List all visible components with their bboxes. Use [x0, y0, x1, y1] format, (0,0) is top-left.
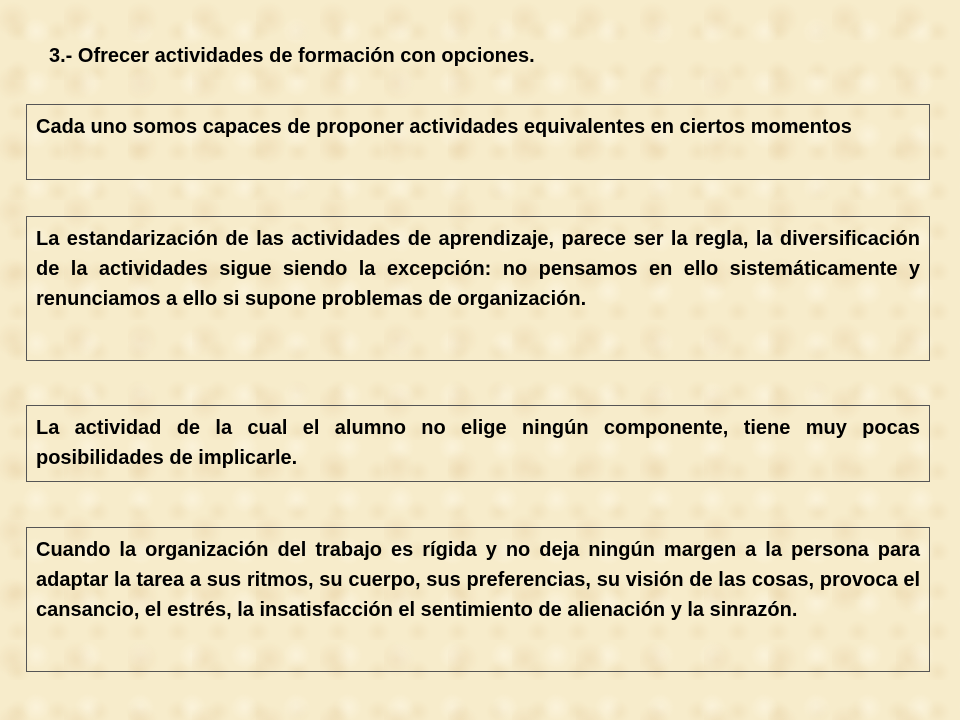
text-box-2: La estandarización de las actividades de aprendizaje, parece ser la regla, la diversificación de la actividades sigue siendo la excepción: no pensamos en ello sistemáticamente y renunciamos a ello si supone problemas de organización.	[26, 216, 930, 361]
text-box-1: Cada uno somos capaces de proponer actividades equivalentes en ciertos momentos	[26, 104, 930, 180]
slide-title: 3.- Ofrecer actividades de formación con opciones.	[49, 45, 535, 67]
text-box-3: La actividad de la cual el alumno no elige ningún componente, tiene muy pocas posibilidades de implicarle.	[26, 405, 930, 482]
text-box-4: Cuando la organización del trabajo es rígida y no deja ningún margen a la persona para adaptar la tarea a sus ritmos, su cuerpo, sus preferencias, su visión de las cosas, provoca el cansancio, el estrés, la insatisfacción el sentimiento de alienación y la sinrazón.	[26, 527, 930, 672]
